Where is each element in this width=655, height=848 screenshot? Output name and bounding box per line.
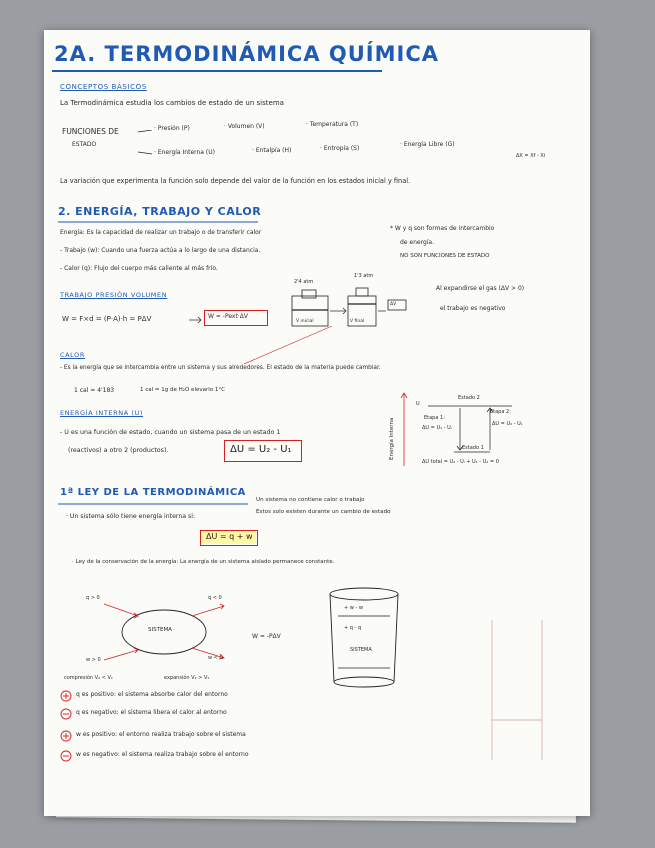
show-through-graphic (480, 620, 580, 770)
func-entalpia: · Entalpía (H) (252, 147, 292, 154)
cylinder-q-label: + q - q (344, 625, 362, 631)
func-entropia: · Entropía (S) (320, 145, 360, 152)
u-label: U (416, 401, 420, 407)
primera-ley-line-1: · Un sistema sólo tiene energía interna si: (66, 513, 196, 520)
sign-rule-text: w es positivo: el entorno realiza trabajo sobre el sistema (76, 731, 246, 738)
v-final-label: V final (350, 319, 365, 324)
conceptos-intro: La Termodinámica estudia los cambios de estado de un sistema (60, 99, 284, 107)
sign-rule-text: q es negativo: el sistema libera el calor al entorno (76, 709, 227, 716)
primera-ley-heading: 1ª LEY DE LA TERMODINÁMICA (60, 487, 246, 498)
sign-rule-text: w es negativo: el sistema realiza trabajo sobre el entorno (76, 751, 249, 758)
plus-circle-icon (60, 690, 72, 702)
funciones-label-2: ESTADO (72, 141, 97, 148)
sign-rule-text: q es positivo: el sistema absorbe calor del entorno (76, 691, 228, 698)
func-temperatura: · Temperatura (T) (306, 121, 359, 128)
cylinder-diagram (324, 586, 404, 690)
energia-heading: 2. ENERGÍA, TRABAJO Y CALOR (58, 205, 262, 218)
w-negative-label: w < 0 (208, 655, 223, 661)
cylinder-w-label: + w - w (344, 605, 363, 611)
expansion-label: expansión V₂ > V₁ (164, 675, 210, 681)
energia-def: Energía: Es la capacidad de realizar un trabajo o de transferir calor (60, 229, 262, 236)
funciones-label-1: FUNCIONES DE (62, 127, 119, 136)
plus-circle-icon (60, 730, 72, 742)
notes-page (44, 30, 590, 816)
cal-value: 1 cal = 4'183 (74, 387, 115, 394)
etapa-1-label: Etapa 1: (424, 415, 445, 421)
variation-text: La variación que experimenta la función solo depende del valor de la función en los estados inicial y final. (60, 177, 411, 185)
note-line-1: * W y q son formas de intercambio (390, 225, 495, 232)
delta-v-label: ΔV (390, 302, 397, 307)
minus-circle-icon (60, 750, 72, 762)
energia-interna-def-2: (reactivos) a otro 2 (productos). (68, 447, 169, 454)
func-presion: · Presión (P) (154, 125, 190, 132)
calor-def: - Calor (q): Flujo del cuerpo más caliente al más frío. (60, 265, 218, 272)
conservacion-text: · Ley de la conservación de la energía: La energía de un sistema aislado permanece constante. (72, 559, 335, 565)
v-inicial-label: V inicial (296, 319, 314, 324)
trabajo-formula: W = F×d = (P·A)·h = PΔV (62, 315, 152, 323)
atm-label-1: 2'4 atm (294, 279, 314, 285)
q-positive-label: q > 0 (86, 595, 100, 601)
primera-ley-cond-1: Un sistema no contiene calor o trabajo (256, 497, 365, 503)
note-line-3: NO SON FUNCIONES DE ESTADO (400, 253, 490, 259)
energia-interna-def-1: - U es una función de estado, cuando un sistema pasa de un estado 1 (60, 429, 281, 436)
energia-interna-diagram (394, 390, 534, 470)
delta-u-law: ΔU = q + w (206, 532, 253, 541)
arrow-to-result (189, 316, 203, 324)
trabajo-result: W = -Pext·ΔV (208, 313, 248, 320)
note-line-2: de energía. (400, 239, 435, 246)
etapa-1-eq: ΔU = U₁ - Uᵢ (422, 425, 452, 431)
calor-heading: CALOR (60, 351, 86, 359)
energia-underline (58, 220, 258, 224)
primera-ley-underline (58, 502, 248, 506)
func-energia-interna: · Energía Interna (U) (154, 149, 215, 156)
delta-x-formula: ΔX = Xf - Xi (516, 153, 546, 159)
trabajo-pv-heading: TRABAJO PRESIÓN VOLUMEN (60, 291, 168, 299)
primera-ley-cond-2: Estos solo existen durante un cambio de estado (256, 509, 391, 515)
page-title: 2A. TERMODINÁMICA QUÍMICA (54, 42, 439, 66)
sistema-label: SISTEMA (148, 627, 172, 633)
connector-line (244, 326, 334, 366)
w-pdv-eq: W = -PΔV (252, 633, 281, 640)
title-underline (52, 68, 382, 74)
estado-2-label: Estado 2 (458, 395, 480, 401)
trabajo-def: - Trabajo (w): Cuando una fuerza actúa a lo largo de una distancia. (60, 247, 261, 254)
etapa-2-label: Etapa 2: (490, 409, 511, 415)
cal-def: 1 cal = 1g de H₂O elevarlo 1°C (140, 387, 225, 393)
minus-circle-icon (60, 708, 72, 720)
calor-def: - Es la energía que se intercambia entre un sistema y sus alrededores. El estado de la materia puede cambiar. (60, 365, 381, 371)
conceptos-heading: CONCEPTOS BÁSICOS (60, 83, 147, 91)
atm-label-2: 1'3 atm (354, 273, 374, 279)
energia-interna-total: ΔU total = U₂ - Uᵢ + U₁ - U₂ = 0 (422, 459, 499, 465)
func-volumen: · Volumen (V) (224, 123, 265, 130)
w-positive-label: w > 0 (86, 657, 101, 663)
compresion-label: compresión V₂ < V₁ (64, 675, 113, 681)
estado-1-label: Estado 1 (462, 445, 484, 451)
energia-interna-heading: ENERGÍA INTERNA (U) (60, 409, 144, 417)
energia-interna-axis: Energía Interna (389, 417, 395, 460)
func-energia-libre: · Energía Libre (G) (400, 141, 455, 148)
q-negative-label: q < 0 (208, 595, 222, 601)
cylinder-sistema-label: SISTEMA (350, 647, 372, 653)
expand-line-2: el trabajo es negativo (440, 305, 506, 312)
delta-u-formula: ΔU = U₂ - U₁ (230, 444, 292, 455)
etapa-2-eq: ΔU = U₂ - U₁ (492, 421, 523, 427)
expand-line-1: Al expandirse el gas (ΔV > 0) (436, 285, 525, 292)
funciones-arrows (138, 130, 158, 156)
